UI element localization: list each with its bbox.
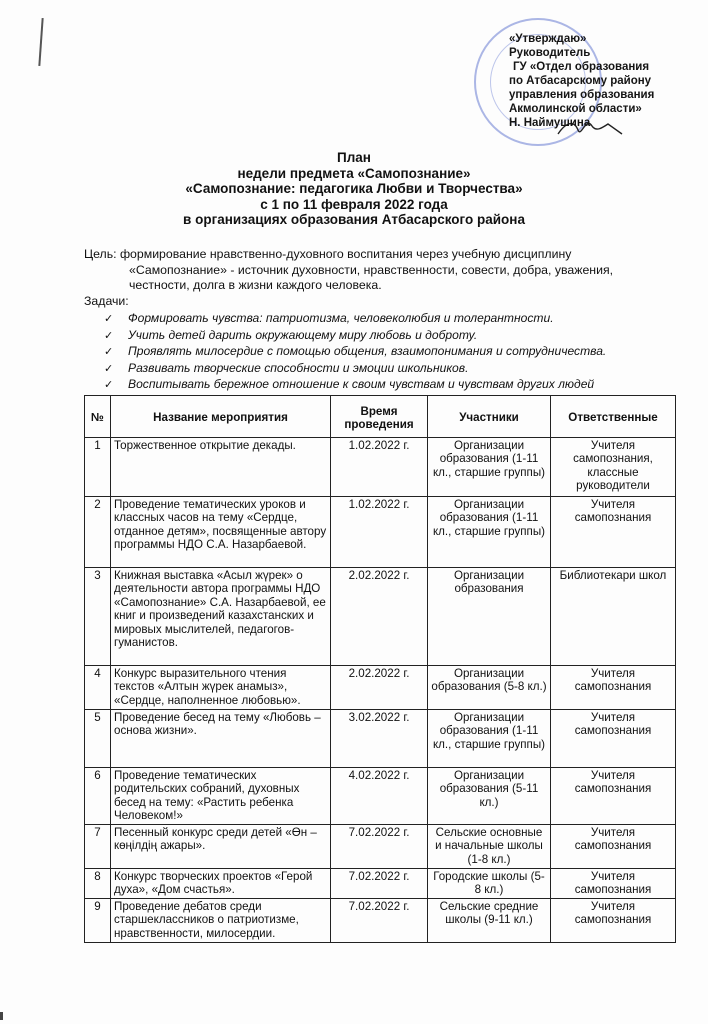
table-row <box>85 768 676 825</box>
event-date: 7.02.2022 г. <box>331 899 428 943</box>
title-line: в организациях образования Атбасарского района <box>183 212 525 227</box>
list-item: ✓ Развивать творческие способности и эмоции школьников. <box>104 361 606 378</box>
list-item: ✓ Проявлять милосердие с помощью общения, взаимопонимания и сотрудничества. <box>104 344 606 361</box>
events-table <box>84 395 676 943</box>
column-header: Участники <box>428 396 551 438</box>
title-line: «Самопознание: педагогика Любви и Творчества» <box>185 181 523 196</box>
title-line: План <box>337 150 371 165</box>
table-row <box>85 438 676 497</box>
approval-line: Акмолинской области» <box>509 103 642 115</box>
event-responsible: Учителя самопознания <box>551 497 676 568</box>
column-header: № <box>85 396 111 438</box>
event-responsible: Учителя самопознания <box>551 768 676 825</box>
tasks-label: Задачи: <box>84 294 129 308</box>
event-name: Торжественное открытие декады. <box>111 438 331 497</box>
table-row <box>85 497 676 568</box>
event-name: Конкурс творческих проектов «Герой духа», «Дом счастья». <box>111 869 331 899</box>
event-date: 1.02.2022 г. <box>331 438 428 497</box>
event-date: 2.02.2022 г. <box>331 666 428 710</box>
event-responsible: Учителя самопознания <box>551 825 676 869</box>
row-number: 4 <box>85 666 111 710</box>
row-number: 3 <box>85 568 111 666</box>
goal-label: Цель <box>84 247 114 261</box>
scan-edge-dot <box>0 1012 3 1020</box>
event-responsible: Библиотекари школ <box>551 568 676 666</box>
goal-section <box>84 247 674 294</box>
column-header: Название мероприятия <box>111 396 331 438</box>
row-number: 9 <box>85 899 111 943</box>
event-name: Книжная выставка «Асыл жүрек» о деятельности автора программы НДО «Самопознание» С.А. Назарбаевой, ее книг и произведений казахстанских и мировых мыслителей, педагогов-гуманистов. <box>111 568 331 666</box>
event-participants: Организации образования (1-11 кл., старшие группы) <box>428 710 551 768</box>
event-date: 7.02.2022 г. <box>331 825 428 869</box>
row-number: 6 <box>85 768 111 825</box>
goal-text: честности, долга в жизни каждого человека. <box>129 278 382 292</box>
event-name: Песенный конкурс среди детей «Өн – көңілдің ажары». <box>111 825 331 869</box>
event-participants: Городские школы (5-8 кл.) <box>428 869 551 899</box>
column-header: Ответственные <box>551 396 676 438</box>
goal-text: : формирование нравственно-духовного воспитания через учебную дисциплину <box>113 247 572 261</box>
table-row <box>85 869 676 899</box>
event-responsible: Учителя самопознания <box>551 869 676 899</box>
event-name: Проведение дебатов среди старшеклассников о патриотизме, нравственности, милосердии. <box>111 899 331 943</box>
approval-line: ГУ «Отдел образования <box>513 61 650 73</box>
check-icon: ✓ <box>104 313 114 325</box>
approval-line: Н. Наймушина <box>509 117 591 129</box>
event-responsible: Учителя самопознания <box>551 666 676 710</box>
event-participants: Организации образования (5-8 кл.) <box>428 666 551 710</box>
event-participants: Сельские основные и начальные школы (1-8 кл.) <box>428 825 551 869</box>
event-name: Конкурс выразительного чтения текстов «Алтын жүрек анамыз», «Сердце, наполненное любовью». <box>111 666 331 710</box>
row-number: 5 <box>85 710 111 768</box>
event-participants: Сельские средние школы (9-11 кл.) <box>428 899 551 943</box>
check-icon: ✓ <box>104 379 114 392</box>
event-participants: Организации образования (1-11 кл., старшие группы) <box>428 438 551 497</box>
list-item: ✓ Воспитывать бережное отношение к своим чувствам и чувствам других людей <box>104 377 606 394</box>
row-number: 2 <box>85 497 111 568</box>
tasks-list <box>104 311 606 394</box>
event-date: 2.02.2022 г. <box>331 568 428 666</box>
check-icon: ✓ <box>104 329 114 342</box>
event-date: 4.02.2022 г. <box>331 768 428 825</box>
event-name: Проведение бесед на тему «Любовь – основа жизни». <box>111 710 331 768</box>
check-icon: ✓ <box>104 362 114 375</box>
table-row <box>85 825 676 869</box>
approval-line: «Утверждаю» <box>509 33 587 45</box>
table-row <box>85 899 676 943</box>
event-date: 7.02.2022 г. <box>331 869 428 899</box>
row-number: 8 <box>85 869 111 899</box>
event-responsible: Учителя самопознания <box>551 899 676 943</box>
list-item: ✓ Формировать чувства: патриотизма, человеколюбия и толерантности. <box>104 311 606 328</box>
check-icon: ✓ <box>104 346 114 359</box>
approval-block <box>509 32 654 130</box>
event-responsible: Учителя самопознания <box>551 710 676 768</box>
event-responsible: Учителя самопознания, классные руководители <box>551 438 676 497</box>
event-participants: Организации образования (5-11 кл.) <box>428 768 551 825</box>
event-name: Проведение тематических родительских собраний, духовных бесед на тему: «Растить ребенка Человеком!» <box>111 768 331 825</box>
column-header: Время проведения <box>331 396 428 438</box>
event-date: 1.02.2022 г. <box>331 497 428 568</box>
event-date: 3.02.2022 г. <box>331 710 428 768</box>
scan-edge-mark <box>38 18 43 66</box>
title-line: недели предмета «Самопознание» <box>237 165 471 181</box>
event-participants: Организации образования (1-11 кл., старшие группы) <box>428 497 551 568</box>
table-header-row <box>85 396 676 438</box>
table-row <box>85 666 676 710</box>
event-name: Проведение тематических уроков и классных часов на тему «Сердце, отданное детям», посвященные автору программы НДО С.А. Назарбаевой. <box>111 497 331 568</box>
document-title <box>0 150 708 228</box>
row-number: 1 <box>85 438 111 497</box>
table-row <box>85 568 676 666</box>
event-participants: Организации образования <box>428 568 551 666</box>
row-number: 7 <box>85 825 111 869</box>
approval-line: управления образования <box>509 89 655 101</box>
approval-line: Руководитель <box>509 47 591 59</box>
approval-line: по Атбасарскому району <box>509 75 652 87</box>
list-item: ✓ Учить детей дарить окружающему миру любовь и доброту. <box>104 328 606 345</box>
goal-text: «Самопознание» - источник духовности, нравственности, совести, добра, уважения, <box>129 262 614 277</box>
title-line: с 1 по 11 февраля 2022 года <box>260 196 448 212</box>
table-row <box>85 710 676 768</box>
